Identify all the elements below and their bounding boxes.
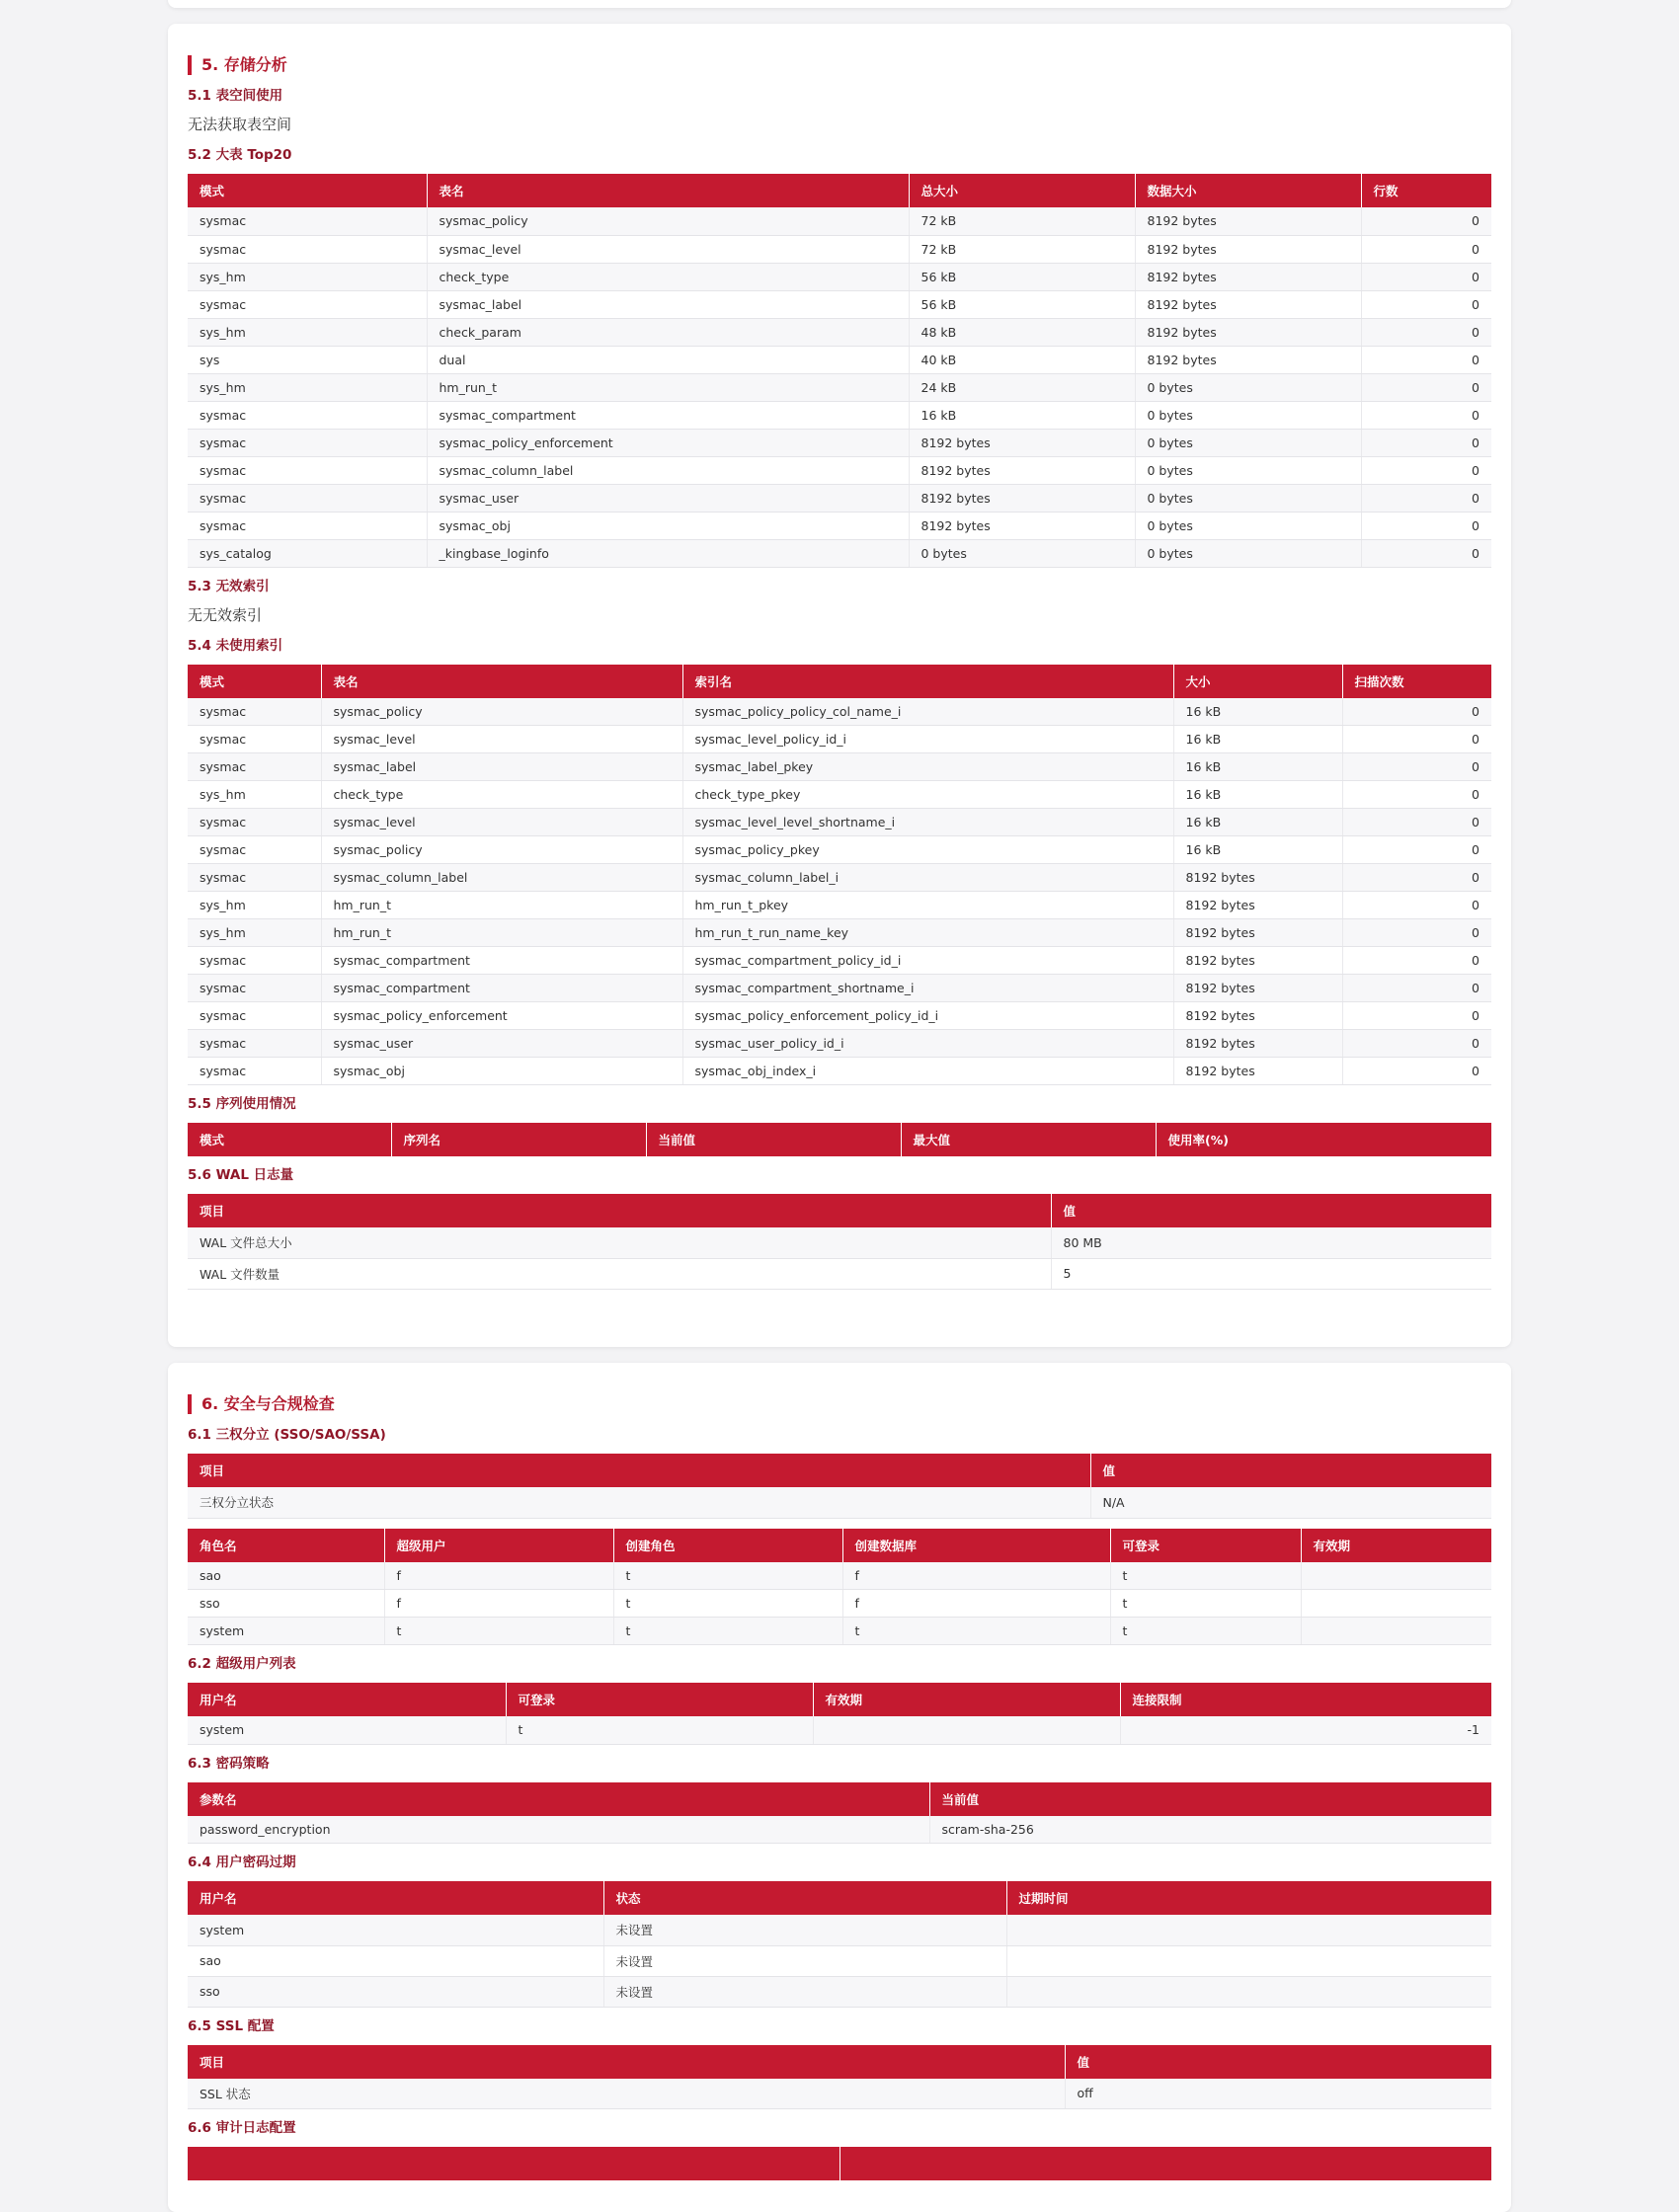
table-cell: sysmac xyxy=(188,207,427,235)
column-header: 可登录 xyxy=(1110,1529,1301,1562)
table-row xyxy=(188,235,1491,263)
table-cell: 0 xyxy=(1342,1058,1491,1085)
table-cell: 16 kB xyxy=(909,401,1135,429)
table-cell: 0 xyxy=(1361,401,1491,429)
table-cell: -1 xyxy=(1120,1716,1491,1744)
table-cell: sysmac_level xyxy=(321,809,682,836)
table-cell: 8192 bytes xyxy=(1135,318,1361,346)
table-row xyxy=(188,263,1491,290)
table-cell: sysmac_policy xyxy=(427,207,909,235)
table-cell: 8192 bytes xyxy=(1173,864,1342,892)
subsection-title-sequences: 5.5 序列使用情况 xyxy=(188,1096,296,1112)
table-cell: sys_hm xyxy=(188,781,321,809)
table-row xyxy=(188,1945,1491,1976)
table-cell: 16 kB xyxy=(1173,809,1342,836)
table-cell: t xyxy=(613,1562,842,1590)
table-cell: check_type xyxy=(321,781,682,809)
table-cell: 0 xyxy=(1342,892,1491,919)
table-cell: 0 xyxy=(1361,456,1491,484)
subsection-title-large-tables: 5.2 大表 Top20 xyxy=(188,147,292,163)
table-cell: password_encryption xyxy=(188,1816,929,1844)
table-cell: 8192 bytes xyxy=(1173,1002,1342,1030)
table-cell: 8192 bytes xyxy=(1173,892,1342,919)
column-header: 值 xyxy=(1090,1454,1491,1487)
table-cell: sao xyxy=(188,1562,384,1590)
password-expiry-body xyxy=(188,1915,1491,2007)
column-header: 扫描次数 xyxy=(1342,665,1491,698)
table-cell: 48 kB xyxy=(909,318,1135,346)
table-cell xyxy=(1301,1618,1491,1645)
table-cell xyxy=(1006,1976,1491,2007)
table-cell: 8192 bytes xyxy=(909,512,1135,539)
subsection-title-audit-log: 6.6 审计日志配置 xyxy=(188,2120,296,2136)
table-cell: hm_run_t xyxy=(321,892,682,919)
table-cell: 5 xyxy=(1051,1258,1491,1289)
table-row xyxy=(188,975,1491,1002)
table-cell: 0 xyxy=(1342,836,1491,864)
table-cell: 16 kB xyxy=(1173,836,1342,864)
table-cell: t xyxy=(1110,1618,1301,1645)
table-cell: check_type xyxy=(427,263,909,290)
table-cell: 0 bytes xyxy=(1135,484,1361,512)
table-cell: sys_hm xyxy=(188,373,427,401)
table-cell: 0 xyxy=(1342,975,1491,1002)
wal-volume-table xyxy=(188,1194,1491,1290)
table-cell: hm_run_t_pkey xyxy=(682,892,1173,919)
table-cell: 8192 bytes xyxy=(1135,290,1361,318)
table-cell: sysmac_user xyxy=(427,484,909,512)
table-cell: t xyxy=(613,1590,842,1618)
column-header: 超级用户 xyxy=(384,1529,613,1562)
column-header: 用户名 xyxy=(188,1881,603,1915)
table-cell: 16 kB xyxy=(1173,753,1342,781)
table-cell: sysmac xyxy=(188,401,427,429)
table-cell: sysmac xyxy=(188,1002,321,1030)
table-cell: 0 xyxy=(1342,726,1491,753)
column-header: 模式 xyxy=(188,665,321,698)
table-cell: system xyxy=(188,1915,603,1945)
column-header: 可登录 xyxy=(506,1683,813,1716)
table-cell: t xyxy=(613,1618,842,1645)
unused-index-table xyxy=(188,665,1491,1086)
table-row xyxy=(188,290,1491,318)
table-cell: 0 xyxy=(1342,919,1491,947)
column-header: 有效期 xyxy=(1301,1529,1491,1562)
column-header xyxy=(840,2147,1491,2180)
superuser-table xyxy=(188,1683,1491,1745)
table-cell: 未设置 xyxy=(603,1915,1006,1945)
column-header: 总大小 xyxy=(909,174,1135,207)
column-header: 最大值 xyxy=(901,1123,1156,1156)
subsection-title-separation-of-duties: 6.1 三权分立 (SSO/SAO/SSA) xyxy=(188,1427,386,1443)
table-cell: sysmac xyxy=(188,1030,321,1058)
table-cell: 0 bytes xyxy=(1135,401,1361,429)
ssl-config-table xyxy=(188,2045,1491,2110)
table-cell: 72 kB xyxy=(909,235,1135,263)
table-cell: dual xyxy=(427,346,909,373)
table-cell xyxy=(1006,1915,1491,1945)
column-header: 使用率(%) xyxy=(1156,1123,1491,1156)
table-cell: 0 xyxy=(1342,864,1491,892)
table-row xyxy=(188,318,1491,346)
table-cell: sys_hm xyxy=(188,892,321,919)
table-cell: sysmac_policy_policy_col_name_i xyxy=(682,698,1173,726)
table-cell: check_type_pkey xyxy=(682,781,1173,809)
table-cell: 0 bytes xyxy=(1135,512,1361,539)
subsection-title-invalid-index: 5.3 无效索引 xyxy=(188,578,270,594)
table-row xyxy=(188,484,1491,512)
table-cell: sysmac_label_pkey xyxy=(682,753,1173,781)
table-cell: sysmac_level_policy_id_i xyxy=(682,726,1173,753)
column-header: 数据大小 xyxy=(1135,174,1361,207)
column-header: 创建角色 xyxy=(613,1529,842,1562)
table-cell: sysmac_obj_index_i xyxy=(682,1058,1173,1085)
column-header: 有效期 xyxy=(813,1683,1120,1716)
table-cell: hm_run_t xyxy=(321,919,682,947)
table-cell: 8192 bytes xyxy=(1173,919,1342,947)
table-cell: sysmac_policy xyxy=(321,698,682,726)
table-cell: sysmac_label xyxy=(427,290,909,318)
table-cell: sysmac xyxy=(188,512,427,539)
table-cell: 8192 bytes xyxy=(1173,947,1342,975)
table-cell: sysmac xyxy=(188,753,321,781)
section-title-security: 6. 安全与合规检查 xyxy=(188,1394,1491,1414)
table-cell: 8192 bytes xyxy=(1173,975,1342,1002)
table-row xyxy=(188,1227,1491,1258)
table-cell: t xyxy=(842,1618,1110,1645)
security-compliance-card xyxy=(168,1363,1511,2212)
table-cell: 0 xyxy=(1361,373,1491,401)
column-header: 项目 xyxy=(188,1454,1090,1487)
table-cell: SSL 状态 xyxy=(188,2079,1065,2109)
table-cell xyxy=(1006,1945,1491,1976)
table-cell: f xyxy=(384,1562,613,1590)
table-cell: _kingbase_loginfo xyxy=(427,539,909,567)
table-cell: 24 kB xyxy=(909,373,1135,401)
table-row xyxy=(188,947,1491,975)
table-cell: 0 xyxy=(1361,539,1491,567)
invalid-index-note: 无无效索引 xyxy=(188,605,263,624)
table-row xyxy=(188,1562,1491,1590)
table-cell: 0 xyxy=(1342,809,1491,836)
table-cell: sso xyxy=(188,1590,384,1618)
table-cell: t xyxy=(1110,1590,1301,1618)
column-header: 角色名 xyxy=(188,1529,384,1562)
table-cell: WAL 文件数量 xyxy=(188,1258,1051,1289)
table-cell: sysmac_column_label xyxy=(427,456,909,484)
column-header: 连接限制 xyxy=(1120,1683,1491,1716)
table-cell: sysmac_policy_enforcement xyxy=(321,1002,682,1030)
section-title-storage: 5. 存储分析 xyxy=(188,55,1491,75)
table-cell: sys_hm xyxy=(188,919,321,947)
table-row xyxy=(188,726,1491,753)
table-cell: N/A xyxy=(1090,1487,1491,1518)
column-header: 表名 xyxy=(321,665,682,698)
table-cell: 16 kB xyxy=(1173,726,1342,753)
table-cell: 0 xyxy=(1342,781,1491,809)
column-header xyxy=(188,2147,840,2180)
subsection-title-tablespace: 5.1 表空间使用 xyxy=(188,88,283,104)
table-cell: 8192 bytes xyxy=(1135,235,1361,263)
column-header: 当前值 xyxy=(929,1782,1491,1816)
table-cell: sysmac_column_label_i xyxy=(682,864,1173,892)
table-cell: system xyxy=(188,1618,384,1645)
column-header: 过期时间 xyxy=(1006,1881,1491,1915)
separation-status-table xyxy=(188,1454,1491,1519)
table-cell: system xyxy=(188,1716,506,1744)
table-cell: off xyxy=(1065,2079,1491,2109)
table-row xyxy=(188,781,1491,809)
sequence-usage-table xyxy=(188,1123,1491,1156)
table-cell: 0 xyxy=(1361,318,1491,346)
table-cell: sysmac_level_level_shortname_i xyxy=(682,809,1173,836)
table-cell: sys_hm xyxy=(188,318,427,346)
table-cell: sysmac xyxy=(188,429,427,456)
table-cell: sys_catalog xyxy=(188,539,427,567)
table-row xyxy=(188,401,1491,429)
table-cell: 8192 bytes xyxy=(1173,1030,1342,1058)
table-cell: sysmac xyxy=(188,864,321,892)
table-row xyxy=(188,373,1491,401)
table-row xyxy=(188,1258,1491,1289)
table-cell: 8192 bytes xyxy=(1135,346,1361,373)
password-policy-table xyxy=(188,1782,1491,1845)
table-cell: sysmac xyxy=(188,975,321,1002)
subsection-title-unused-index: 5.4 未使用索引 xyxy=(188,637,283,654)
column-header: 模式 xyxy=(188,1123,391,1156)
table-cell: 0 bytes xyxy=(1135,539,1361,567)
storage-analysis-card xyxy=(168,24,1511,1347)
table-cell xyxy=(1301,1562,1491,1590)
table-cell: sysmac_compartment xyxy=(321,975,682,1002)
table-cell: sysmac_compartment xyxy=(321,947,682,975)
table-row xyxy=(188,1030,1491,1058)
table-cell: 8192 bytes xyxy=(909,456,1135,484)
table-cell: 8192 bytes xyxy=(1135,207,1361,235)
table-cell: sysmac xyxy=(188,836,321,864)
table-cell: sysmac xyxy=(188,947,321,975)
column-header: 模式 xyxy=(188,174,427,207)
large-tables-body xyxy=(188,207,1491,567)
unused-index-body xyxy=(188,698,1491,1085)
subsection-title-superusers: 6.2 超级用户列表 xyxy=(188,1656,296,1672)
table-cell: 0 xyxy=(1361,484,1491,512)
table-cell: sysmac_policy_enforcement_policy_id_i xyxy=(682,1002,1173,1030)
table-cell: 0 xyxy=(1342,698,1491,726)
column-header: 状态 xyxy=(603,1881,1006,1915)
table-cell: 56 kB xyxy=(909,290,1135,318)
table-cell: sysmac_compartment_shortname_i xyxy=(682,975,1173,1002)
table-cell xyxy=(813,1716,1120,1744)
table-cell: sysmac_level xyxy=(321,726,682,753)
table-cell: 0 xyxy=(1342,1030,1491,1058)
column-header: 创建数据库 xyxy=(842,1529,1110,1562)
table-cell: sysmac xyxy=(188,290,427,318)
table-cell: sysmac_compartment_policy_id_i xyxy=(682,947,1173,975)
table-row xyxy=(188,836,1491,864)
table-cell: sys xyxy=(188,346,427,373)
table-cell: scram-sha-256 xyxy=(929,1816,1491,1844)
table-cell: 40 kB xyxy=(909,346,1135,373)
table-cell: 56 kB xyxy=(909,263,1135,290)
table-cell: 0 xyxy=(1342,947,1491,975)
table-row xyxy=(188,1716,1491,1744)
table-cell: 16 kB xyxy=(1173,781,1342,809)
table-row xyxy=(188,919,1491,947)
table-cell: hm_run_t xyxy=(427,373,909,401)
table-cell: sysmac_obj xyxy=(427,512,909,539)
table-cell: 8192 bytes xyxy=(909,484,1135,512)
table-row xyxy=(188,892,1491,919)
table-cell: t xyxy=(384,1618,613,1645)
table-row xyxy=(188,346,1491,373)
column-header: 大小 xyxy=(1173,665,1342,698)
large-tables-table xyxy=(188,174,1491,568)
table-cell: 未设置 xyxy=(603,1976,1006,2007)
column-header: 当前值 xyxy=(646,1123,901,1156)
subsection-title-password-policy: 6.3 密码策略 xyxy=(188,1755,270,1772)
table-cell: sysmac xyxy=(188,698,321,726)
subsection-title-password-expiry: 6.4 用户密码过期 xyxy=(188,1855,296,1870)
table-cell: sysmac_compartment xyxy=(427,401,909,429)
table-row xyxy=(188,207,1491,235)
table-cell: sysmac_policy xyxy=(321,836,682,864)
previous-section-card xyxy=(168,0,1511,8)
table-cell: sysmac xyxy=(188,726,321,753)
table-cell: sysmac_label xyxy=(321,753,682,781)
table-row xyxy=(188,753,1491,781)
table-cell: sysmac_column_label xyxy=(321,864,682,892)
table-cell: sao xyxy=(188,1945,603,1976)
column-header: 表名 xyxy=(427,174,909,207)
table-cell: sysmac xyxy=(188,809,321,836)
table-cell: 0 xyxy=(1361,207,1491,235)
table-cell: 0 xyxy=(1361,290,1491,318)
column-header: 值 xyxy=(1065,2045,1491,2079)
table-cell: sysmac xyxy=(188,1058,321,1085)
table-cell: f xyxy=(842,1590,1110,1618)
table-cell: 80 MB xyxy=(1051,1227,1491,1258)
table-row xyxy=(188,1915,1491,1945)
column-header: 序列名 xyxy=(391,1123,646,1156)
table-row xyxy=(188,2079,1491,2109)
table-cell: 16 kB xyxy=(1173,698,1342,726)
table-cell: sso xyxy=(188,1976,603,2007)
table-cell: check_param xyxy=(427,318,909,346)
table-row xyxy=(188,864,1491,892)
subsection-title-ssl: 6.5 SSL 配置 xyxy=(188,2017,275,2034)
table-cell: 0 bytes xyxy=(1135,373,1361,401)
table-cell: 0 xyxy=(1342,1002,1491,1030)
table-row xyxy=(188,1590,1491,1618)
ssl-config-body xyxy=(188,2079,1491,2109)
table-cell xyxy=(1301,1590,1491,1618)
table-cell: 0 bytes xyxy=(909,539,1135,567)
subsection-title-wal: 5.6 WAL 日志量 xyxy=(188,1167,294,1183)
table-cell: 8192 bytes xyxy=(1173,1058,1342,1085)
table-cell: sysmac_level xyxy=(427,235,909,263)
table-cell: 0 bytes xyxy=(1135,429,1361,456)
table-cell: 0 xyxy=(1361,346,1491,373)
table-row xyxy=(188,1816,1491,1844)
table-cell: sysmac_user_policy_id_i xyxy=(682,1030,1173,1058)
table-cell: 0 xyxy=(1342,753,1491,781)
tablespace-note: 无法获取表空间 xyxy=(188,116,292,133)
table-cell: sysmac xyxy=(188,456,427,484)
table-cell: 未设置 xyxy=(603,1945,1006,1976)
table-cell: t xyxy=(506,1716,813,1744)
table-cell: sysmac xyxy=(188,484,427,512)
table-cell: sysmac_policy_pkey xyxy=(682,836,1173,864)
table-cell: sysmac_obj xyxy=(321,1058,682,1085)
table-cell: hm_run_t_run_name_key xyxy=(682,919,1173,947)
table-cell: 0 xyxy=(1361,235,1491,263)
table-cell: t xyxy=(1110,1562,1301,1590)
column-header: 项目 xyxy=(188,2045,1065,2079)
column-header: 用户名 xyxy=(188,1683,506,1716)
separation-status-body xyxy=(188,1487,1491,1518)
password-policy-body xyxy=(188,1816,1491,1844)
column-header: 参数名 xyxy=(188,1782,929,1816)
table-cell: 72 kB xyxy=(909,207,1135,235)
table-row xyxy=(188,539,1491,567)
table-row xyxy=(188,1976,1491,2007)
table-row xyxy=(188,698,1491,726)
table-cell: 三权分立状态 xyxy=(188,1487,1090,1518)
table-row xyxy=(188,1002,1491,1030)
superuser-body xyxy=(188,1716,1491,1744)
table-cell: sys_hm xyxy=(188,263,427,290)
table-cell: 0 bytes xyxy=(1135,456,1361,484)
role-table xyxy=(188,1529,1491,1646)
table-cell: 0 xyxy=(1361,512,1491,539)
column-header: 项目 xyxy=(188,1194,1051,1227)
table-cell: WAL 文件总大小 xyxy=(188,1227,1051,1258)
table-row xyxy=(188,1618,1491,1645)
table-cell: 8192 bytes xyxy=(1135,263,1361,290)
column-header: 索引名 xyxy=(682,665,1173,698)
table-cell: f xyxy=(384,1590,613,1618)
column-header: 行数 xyxy=(1361,174,1491,207)
table-row xyxy=(188,429,1491,456)
column-header: 值 xyxy=(1051,1194,1491,1227)
table-cell: sysmac_policy_enforcement xyxy=(427,429,909,456)
audit-log-table-header xyxy=(188,2147,1491,2180)
table-cell: 8192 bytes xyxy=(909,429,1135,456)
table-cell: sysmac xyxy=(188,235,427,263)
table-row xyxy=(188,512,1491,539)
table-cell: sysmac_user xyxy=(321,1030,682,1058)
table-cell: f xyxy=(842,1562,1110,1590)
table-cell: 0 xyxy=(1361,263,1491,290)
role-body xyxy=(188,1562,1491,1645)
table-row xyxy=(188,1487,1491,1518)
table-cell: 0 xyxy=(1361,429,1491,456)
password-expiry-table xyxy=(188,1881,1491,2008)
table-row xyxy=(188,456,1491,484)
table-row xyxy=(188,809,1491,836)
table-row xyxy=(188,1058,1491,1085)
wal-volume-body xyxy=(188,1227,1491,1289)
